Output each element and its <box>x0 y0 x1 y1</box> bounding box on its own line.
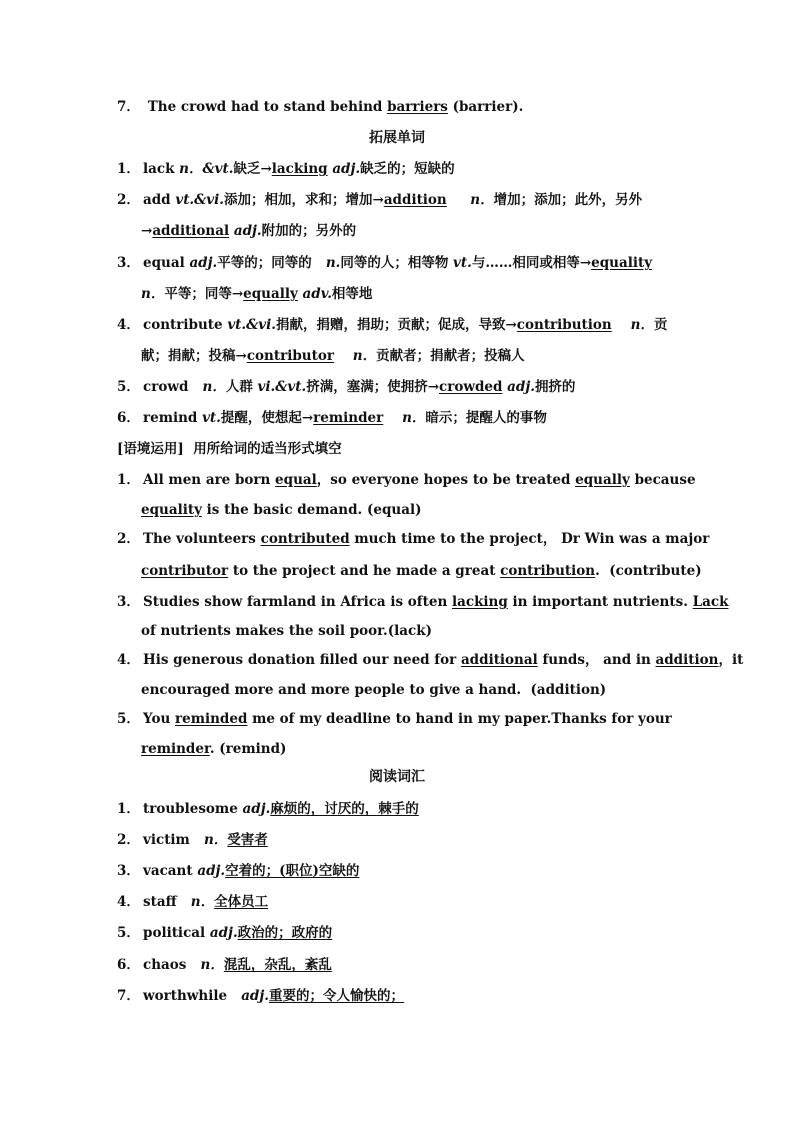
expand-item-3 <box>117 253 652 273</box>
answer-text: reminder <box>313 410 384 426</box>
answer-text: addition <box>655 652 719 668</box>
text-fragment: 平等的；同等的 <box>217 255 312 271</box>
context-item-2 <box>117 529 709 549</box>
section-heading-expand: 拓展单词 <box>369 130 425 146</box>
text-fragment: 与……相同或相等→ <box>471 255 592 271</box>
text-fragment: adj. <box>507 379 535 395</box>
text-fragment: . <box>209 741 215 757</box>
text-fragment: 1． <box>117 161 140 177</box>
answer-text: additional <box>152 223 230 239</box>
text-fragment: 相等地 <box>331 286 373 302</box>
text-fragment: is the basic demand. <box>206 502 363 518</box>
text-fragment: 贡 <box>653 317 668 333</box>
text-fragment: 1． <box>117 472 140 488</box>
text-fragment: troublesome <box>143 801 238 817</box>
reading-item-3 <box>117 861 359 881</box>
text-fragment: n． <box>470 192 494 208</box>
text-fragment: n． <box>190 894 215 910</box>
text-fragment: 4． <box>117 652 140 668</box>
text-fragment: 3． <box>117 594 140 610</box>
context-item-5-cont <box>141 739 286 759</box>
text-fragment: 提醒，使想起→ <box>220 410 314 426</box>
section-tag: [语境运用] <box>117 441 184 457</box>
text-fragment: 缺乏的；短缺的 <box>360 161 455 177</box>
text-fragment: n． <box>200 957 224 973</box>
text-fragment: adv. <box>302 286 332 302</box>
text-fragment: vt. <box>453 255 472 271</box>
answer-text: 重要的；令人愉快的； <box>268 988 404 1004</box>
expand-item-2 <box>117 190 642 210</box>
text-fragment: contribute <box>143 317 223 333</box>
context-item-1 <box>117 470 696 490</box>
text-fragment: 1． <box>117 801 140 817</box>
section-instruction: 用所给词的适当形式填空 <box>193 441 342 457</box>
text-fragment: → <box>141 223 153 239</box>
text-fragment: . <box>595 563 600 579</box>
text-fragment: 平等；同等→ <box>164 286 244 302</box>
text-fragment: n. <box>325 255 341 271</box>
answer-text: lacking <box>271 161 328 177</box>
reading-item-5 <box>117 923 332 943</box>
text-fragment: (contribute) <box>609 563 702 579</box>
text-fragment: because <box>634 472 696 488</box>
answer-text: 混乱，杂乱，紊乱 <box>223 957 332 973</box>
reading-item-2 <box>117 830 268 850</box>
text-fragment: staff <box>143 894 177 910</box>
answer-text: 受害者 <box>227 832 268 848</box>
text-fragment: remind <box>143 410 198 426</box>
text-fragment: 献；捐献；投稿→ <box>141 348 247 364</box>
text-fragment: 7． <box>117 988 140 1004</box>
expand-item-3-cont <box>141 284 372 304</box>
reading-item-6 <box>117 955 332 975</box>
text-fragment: adj. <box>332 161 361 177</box>
answer-text: crowded <box>439 379 503 395</box>
text-fragment: 6． <box>117 410 140 426</box>
text-fragment: vt.&vi. <box>227 317 276 333</box>
reading-item-4 <box>117 892 268 912</box>
text-fragment: vt.&vi. <box>175 192 224 208</box>
text-fragment: adj. <box>242 801 271 817</box>
answer-text: 麻烦的，讨厌的，棘手的 <box>270 801 419 817</box>
context-item-4 <box>117 650 743 670</box>
context-usage-title <box>117 439 342 459</box>
answer-text: equality <box>591 255 653 271</box>
text-fragment: equal <box>143 255 185 271</box>
text-fragment: adj. <box>241 988 269 1004</box>
answer-text: lacking <box>451 594 508 610</box>
text-fragment: 增加；添加；此外，另外 <box>493 192 643 208</box>
text-fragment: 4． <box>117 894 140 910</box>
context-item-4-cont <box>141 680 606 700</box>
answer-text: equality <box>141 502 202 518</box>
answer-text: 空着的；(职位)空缺的 <box>225 863 360 879</box>
text-fragment: 5． <box>117 379 140 395</box>
text-fragment: n． <box>402 410 426 426</box>
text-fragment: adj. <box>209 925 238 941</box>
text-fragment: n． <box>352 348 377 364</box>
answer-text: equal <box>275 472 317 488</box>
text-fragment: All men are born <box>143 472 271 488</box>
text-fragment: 5． <box>117 925 140 941</box>
text-fragment: 4． <box>117 317 140 333</box>
text-fragment: n． <box>203 832 228 848</box>
context-item-2-cont <box>141 561 702 581</box>
text-fragment: vt. <box>202 410 221 426</box>
text-fragment: ，it <box>718 652 744 668</box>
text-fragment: 贡献者；捐献者；投稿人 <box>376 348 525 364</box>
text-fragment: chaos <box>143 957 187 973</box>
answer-text: contributed <box>260 531 350 547</box>
text-fragment: 2． <box>117 192 140 208</box>
text-fragment: adj. <box>197 863 226 879</box>
answer-text: Lack <box>692 594 729 610</box>
answer-text: equally <box>575 472 630 488</box>
text-fragment: (addition) <box>530 682 607 698</box>
text-fragment: in important nutrients. <box>512 594 688 610</box>
answer-text: addition <box>383 192 447 208</box>
answer-text: contribution <box>516 317 612 333</box>
text-fragment: 5． <box>117 711 140 727</box>
answer-text: 政治的；政府的 <box>237 925 333 941</box>
answer-blank: barriers <box>387 99 448 115</box>
text-fragment: political <box>143 925 206 941</box>
answer-text: contribution <box>500 563 596 579</box>
text-fragment: 添加；相加，求和；增加→ <box>224 192 384 208</box>
item-number: 7． <box>117 99 140 115</box>
text-fragment: 人群 <box>225 379 253 395</box>
section-heading-reading: 阅读词汇 <box>369 769 425 785</box>
context-item-3-cont <box>141 621 432 641</box>
answer-text: equally <box>243 286 298 302</box>
context-item-3 <box>117 592 728 612</box>
answer-text: reminded <box>175 711 248 727</box>
text-fragment: adj. <box>189 255 218 271</box>
text-fragment: encouraged more and more people to give a hand. <box>141 682 522 698</box>
expand-item-2-cont <box>141 221 356 241</box>
sentence-text: The crowd had to stand behind <box>147 99 383 115</box>
text-fragment: 2． <box>117 832 140 848</box>
text-fragment: (lack) <box>387 623 432 639</box>
text-fragment: You <box>143 711 171 727</box>
text-fragment: vacant <box>143 863 193 879</box>
text-fragment: adj. <box>233 223 262 239</box>
text-fragment: 挤满，塞满；使拥挤→ <box>306 379 440 395</box>
text-fragment: n． <box>630 317 654 333</box>
answer-text: reminder <box>141 741 210 757</box>
text-fragment: me of my deadline to hand in my paper.Thanks for your <box>252 711 672 727</box>
text-fragment: crowd <box>143 379 189 395</box>
text-fragment: His generous donation filled our need for <box>143 652 457 668</box>
answer-text: 全体员工 <box>214 894 269 910</box>
expand-item-4 <box>117 315 667 335</box>
context-item-1-cont <box>141 500 421 520</box>
text-fragment: 同等的人；相等物 <box>340 255 449 271</box>
text-fragment: 3． <box>117 863 140 879</box>
expand-item-1 <box>117 159 455 179</box>
text-fragment: worthwhile <box>143 988 228 1004</box>
text-fragment: The volunteers <box>143 531 256 547</box>
text-fragment: 捐献，捐赠，捐助；贡献；促成，导致→ <box>275 317 517 333</box>
reading-item-7 <box>117 986 404 1006</box>
text-fragment: of nutrients makes the soil poor. <box>141 623 388 639</box>
vocab-item-7 <box>117 97 523 117</box>
expand-item-6 <box>117 408 547 428</box>
context-item-5 <box>117 709 672 729</box>
text-fragment: n． <box>141 286 165 302</box>
text-fragment: vi.&vt. <box>257 379 307 395</box>
text-fragment: n． <box>202 379 226 395</box>
text-fragment: Studies show farmland in Africa is often <box>143 594 448 610</box>
text-fragment: 3． <box>117 255 140 271</box>
text-fragment: 拥挤的 <box>534 379 576 395</box>
text-fragment: funds， and in <box>542 652 651 668</box>
text-fragment: 缺乏→ <box>233 161 272 177</box>
reading-item-1 <box>117 799 419 819</box>
text-fragment: ，so everyone hopes to be treated <box>316 472 571 488</box>
text-fragment: lack <box>143 161 175 177</box>
text-fragment: 暗示；提醒人的事物 <box>425 410 547 426</box>
text-fragment: to the project and he made a great <box>232 563 496 579</box>
text-fragment: n．&vt. <box>179 161 234 177</box>
answer-text: additional <box>460 652 538 668</box>
answer-text: contributor <box>141 563 229 579</box>
text-fragment: 附加的；另外的 <box>261 223 357 239</box>
text-fragment: 2． <box>117 531 140 547</box>
text-fragment: (remind) <box>219 741 287 757</box>
text-fragment: (equal) <box>366 502 422 518</box>
hint-text: (barrier). <box>452 99 524 115</box>
text-fragment: 6． <box>117 957 140 973</box>
expand-item-4-cont <box>141 346 525 366</box>
text-fragment: victim <box>143 832 190 848</box>
text-fragment: much time to the project， Dr Win was a major <box>354 531 710 547</box>
text-fragment: add <box>143 192 171 208</box>
answer-text: contributor <box>246 348 334 364</box>
expand-item-5 <box>117 377 575 397</box>
